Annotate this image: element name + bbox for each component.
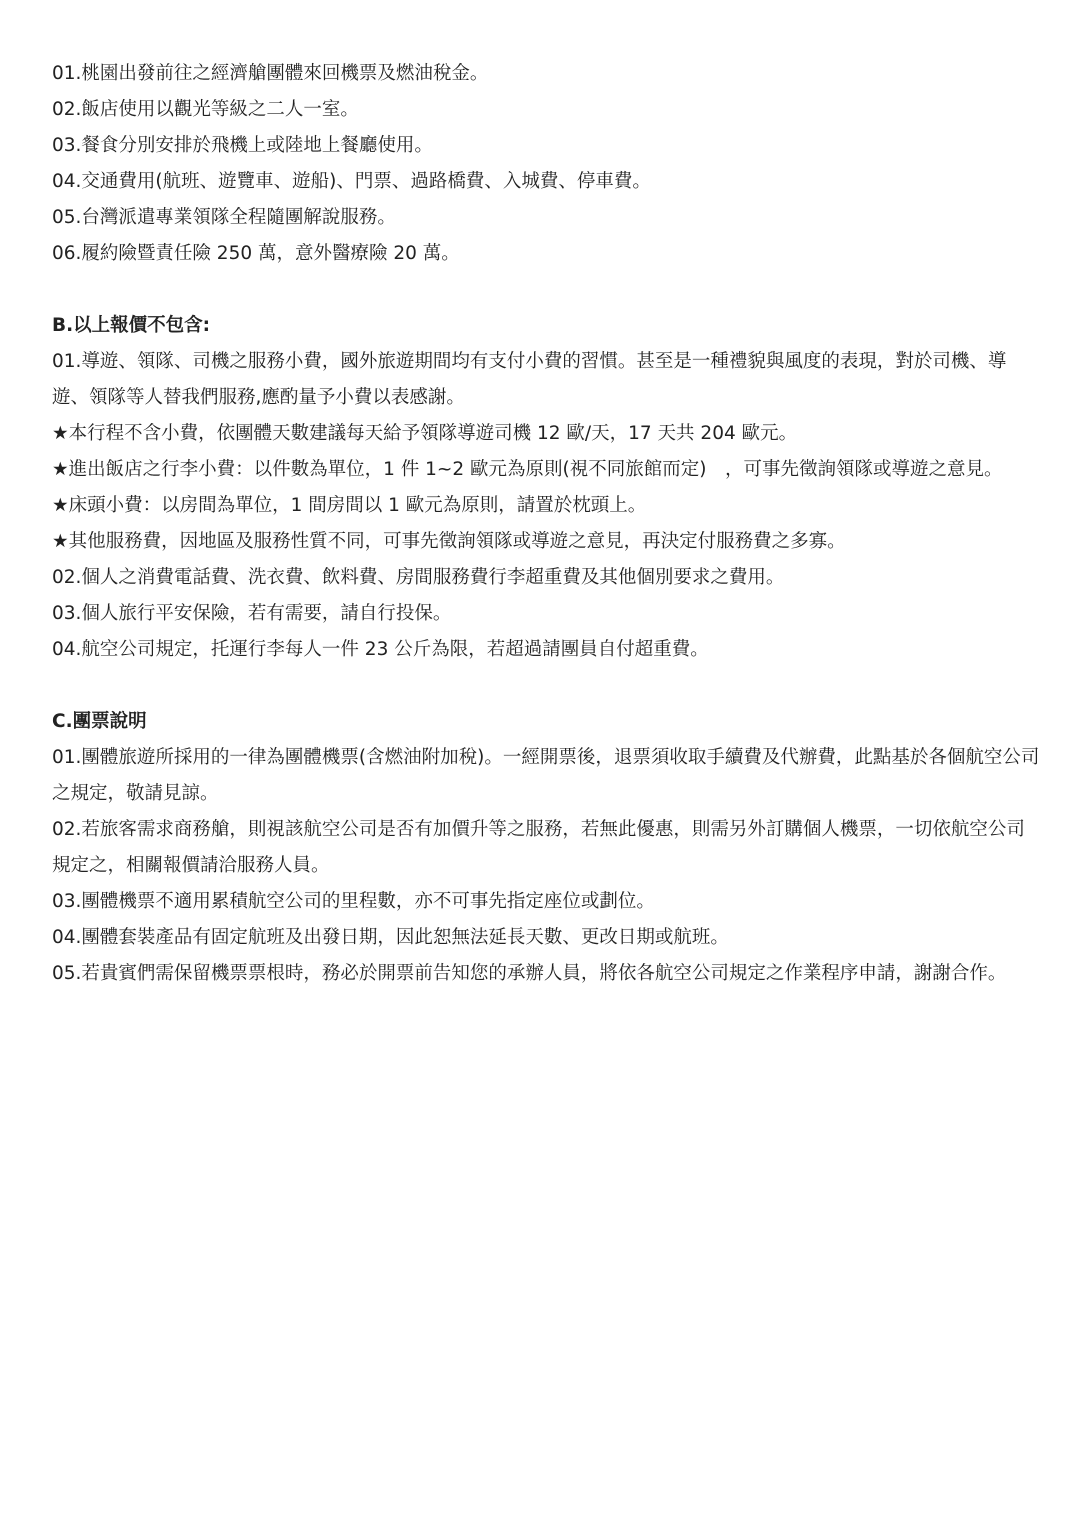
document-page — [52, 56, 1042, 992]
excluded-item-3: 03.個人旅行平安保險，若有需要，請自行投保。 — [52, 603, 452, 624]
included-section — [52, 56, 1042, 272]
excluded-heading: B.以上報價不包含: — [52, 315, 211, 336]
excluded-tip-note-2: ★進出飯店之行李小費：以件數為單位，1 件 1~2 歐元為原則(視不同旅館而定) ，可事先徵詢領隊或導遊之意見。 — [52, 459, 1003, 480]
excluded-tip-note-4: ★其他服務費，因地區及服務性質不同，可事先徵詢領隊或導遊之意見，再決定付服務費之多寡。 — [52, 531, 846, 552]
ticket-note-4: 04.團體套裝產品有固定航班及出發日期，因此恕無法延長天數、更改日期或航班。 — [52, 927, 729, 948]
section-spacer — [52, 272, 1042, 308]
included-item-4: 04.交通費用(航班、遊覽車、遊船)、門票、過路橋費、入城費、停車費。 — [52, 171, 651, 192]
excluded-item-1: 01.導遊、領隊、司機之服務小費，國外旅遊期間均有支付小費的習慣。甚至是一種禮貌與風度的表現，對於司機、導遊、領隊等人替我們服務,應酌量予小費以表感謝。 — [52, 351, 1007, 408]
ticket-notes-section — [52, 704, 1042, 992]
included-item-2: 02.飯店使用以觀光等級之二人一室。 — [52, 99, 359, 120]
ticket-note-2: 02.若旅客需求商務艙，則視該航空公司是否有加價升等之服務，若無此優惠，則需另外訂購個人機票，一切依航空公司規定之，相關報價請洽服務人員。 — [52, 819, 1025, 876]
ticket-note-3: 03.團體機票不適用累積航空公司的里程數，亦不可事先指定座位或劃位。 — [52, 891, 655, 912]
excluded-tip-note-3: ★床頭小費：以房間為單位，1 間房間以 1 歐元為原則，請置於枕頭上。 — [52, 495, 647, 516]
ticket-notes-heading: C.團票說明 — [52, 711, 147, 732]
excluded-item-2: 02.個人之消費電話費、洗衣費、飲料費、房間服務費行李超重費及其他個別要求之費用。 — [52, 567, 785, 588]
included-item-5: 05.台灣派遣專業領隊全程隨團解說服務。 — [52, 207, 396, 228]
ticket-note-1: 01.團體旅遊所採用的一律為團體機票(含燃油附加稅)。一經開票後，退票須收取手續費及代辦費，此點基於各個航空公司之規定，敬請見諒。 — [52, 747, 1040, 804]
excluded-tip-note-1: ★本行程不含小費，依團體天數建議每天給予領隊導遊司機 12 歐/天，17 天共 204 歐元。 — [52, 423, 798, 444]
ticket-note-5: 05.若貴賓們需保留機票票根時，務必於開票前告知您的承辦人員，將依各航空公司規定之作業程序申請，謝謝合作。 — [52, 963, 1007, 984]
included-item-6: 06.履約險暨責任險 250 萬，意外醫療險 20 萬。 — [52, 243, 460, 264]
included-item-3: 03.餐食分別安排於飛機上或陸地上餐廳使用。 — [52, 135, 433, 156]
section-spacer — [52, 668, 1042, 704]
excluded-item-4: 04.航空公司規定，托運行李每人一件 23 公斤為限，若超過請團員自付超重費。 — [52, 639, 709, 660]
excluded-section — [52, 308, 1042, 668]
included-item-1: 01.桃園出發前往之經濟艙團體來回機票及燃油稅金。 — [52, 63, 489, 84]
